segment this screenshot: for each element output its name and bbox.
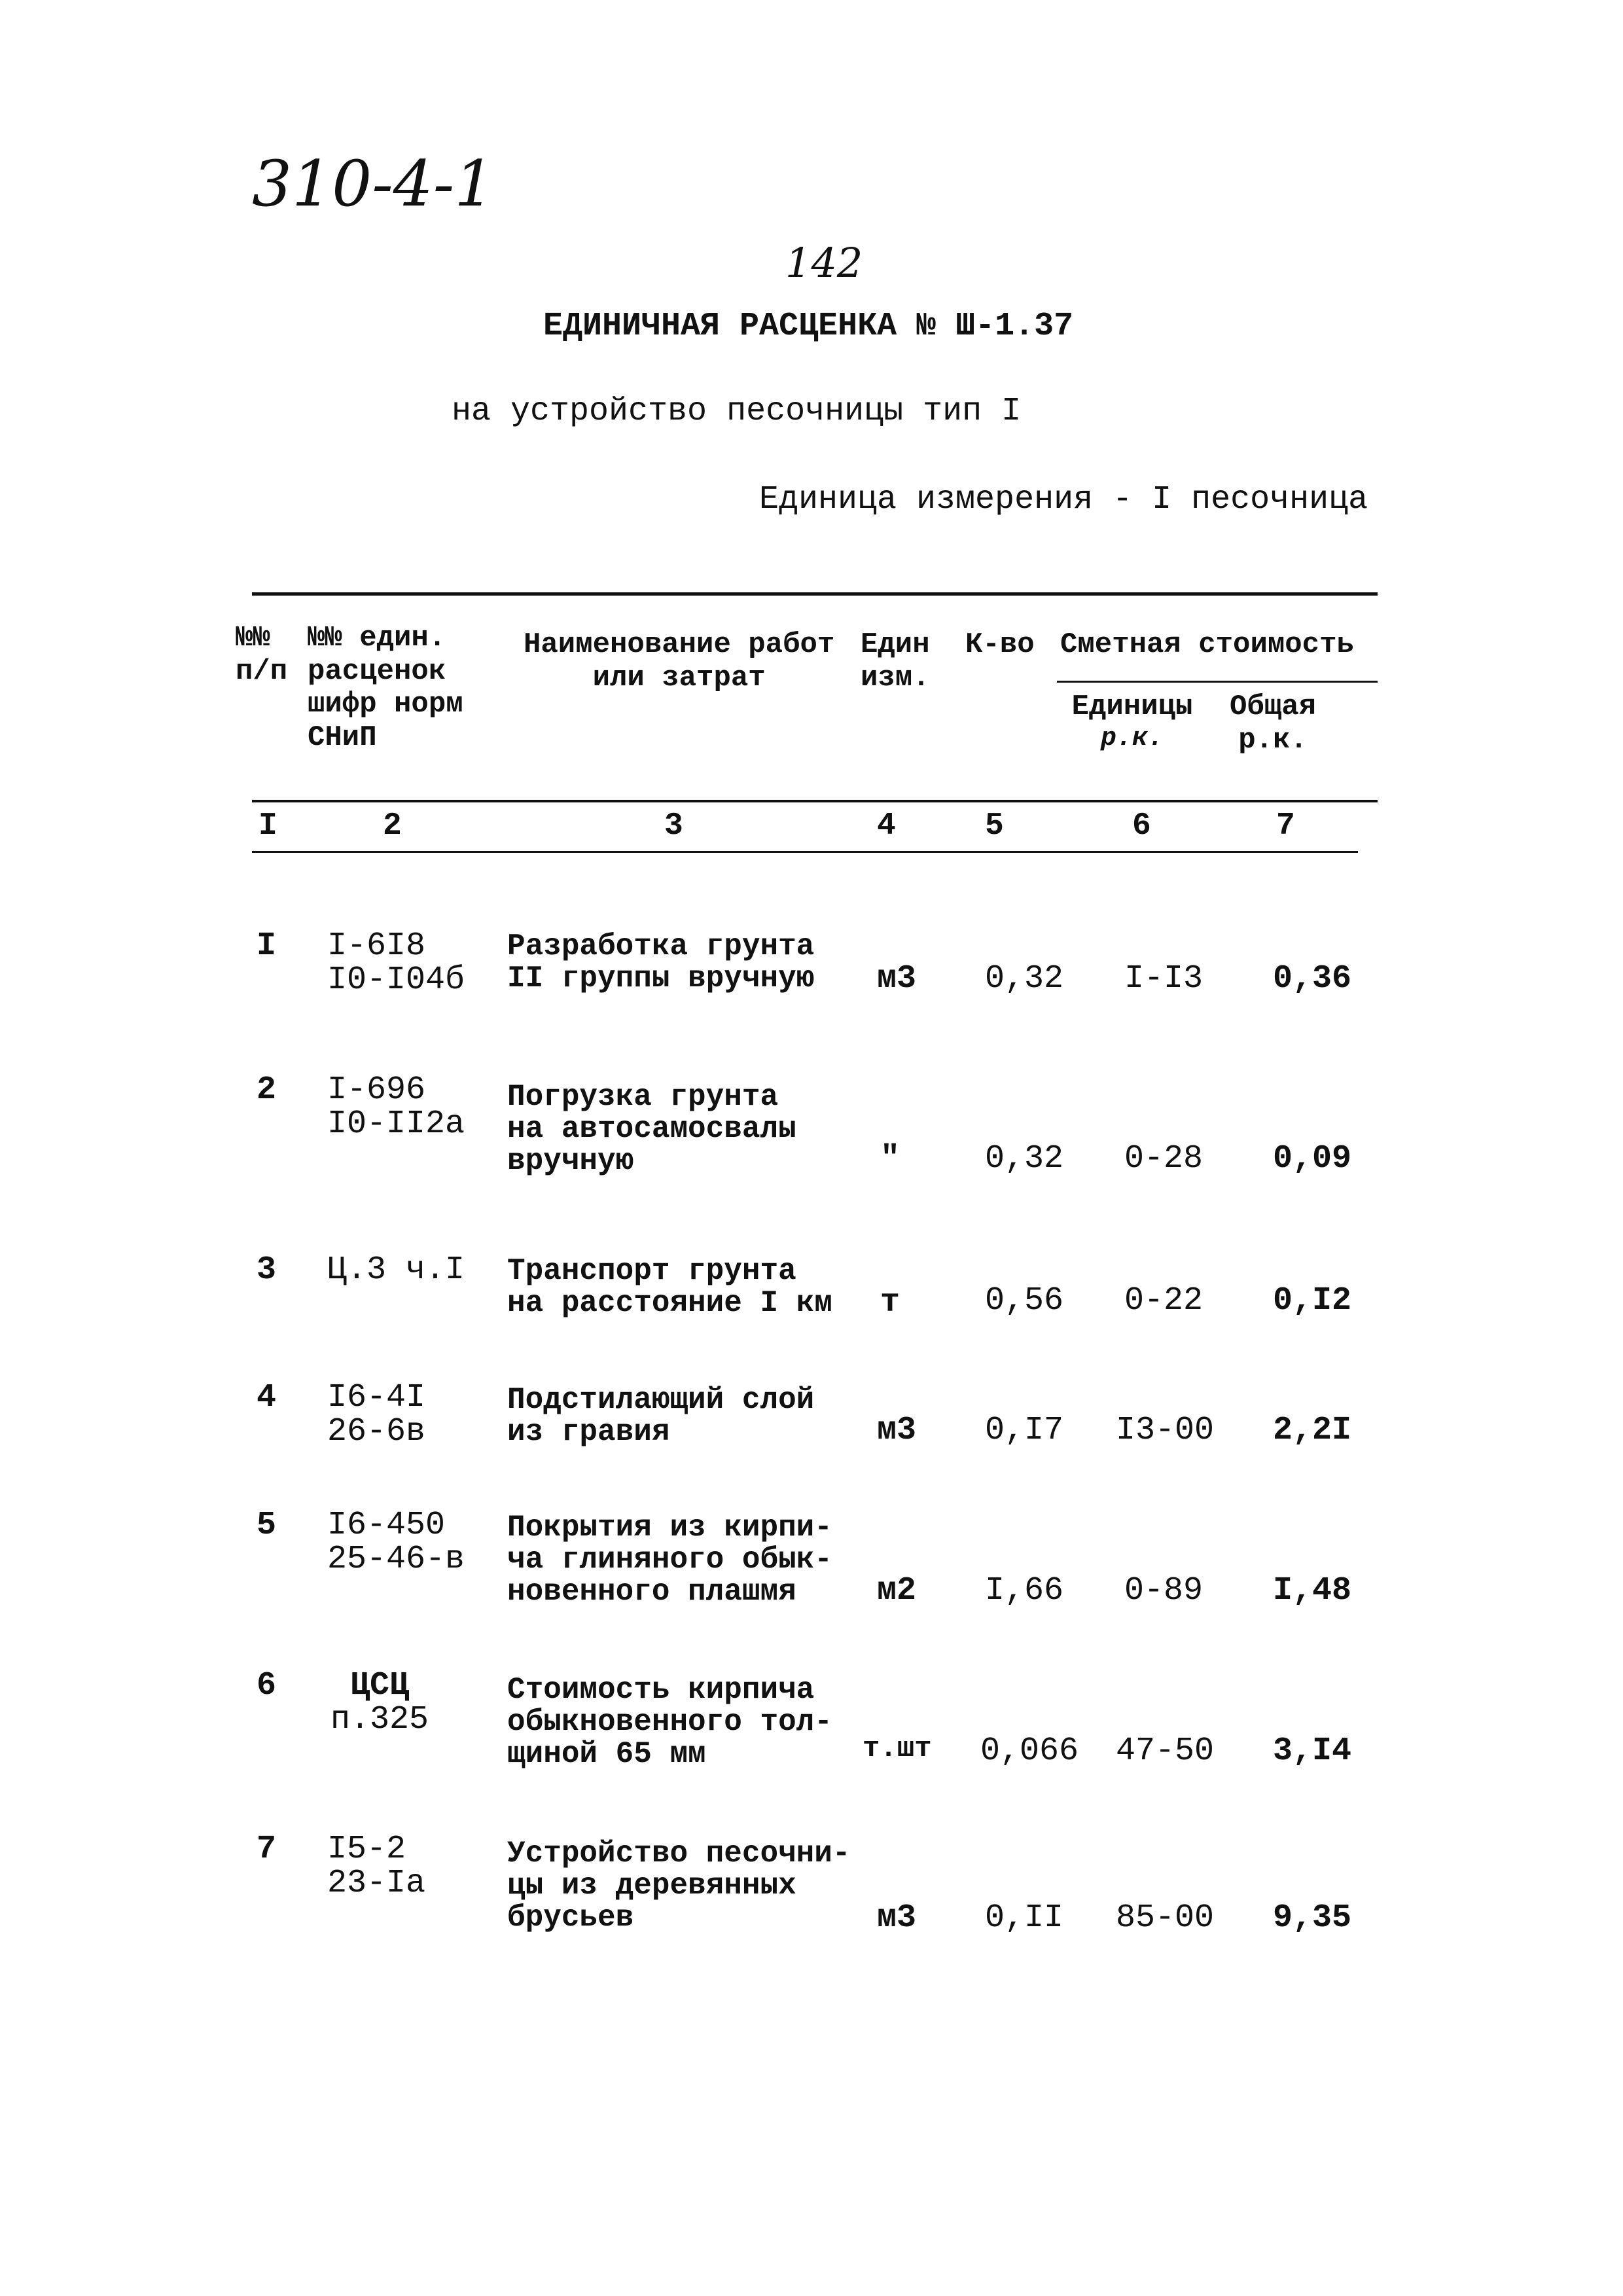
header-bottom-rule bbox=[252, 800, 1378, 802]
unit-cost: 0-28 bbox=[1124, 1140, 1204, 1177]
work-name-line1: Транспорт грунта bbox=[507, 1254, 796, 1288]
rate-code-line1: I-696 bbox=[327, 1071, 426, 1109]
rate-code-line2: п.325 bbox=[330, 1701, 429, 1738]
total-cost: 0,I2 bbox=[1273, 1282, 1352, 1319]
work-name-line2: из гравия bbox=[507, 1414, 670, 1449]
header-col2-line1: №№ един. bbox=[308, 622, 446, 655]
quantity: I,66 bbox=[985, 1572, 1064, 1609]
work-name-line1: Погрузка грунта bbox=[507, 1080, 779, 1114]
work-name-line3: брусьев bbox=[507, 1900, 634, 1935]
header-col1-line1: №№ bbox=[236, 622, 270, 655]
header-total-cost bbox=[1224, 691, 1322, 757]
unit: м3 bbox=[877, 1412, 917, 1449]
quantity: 0,56 bbox=[985, 1282, 1064, 1319]
header-col2-line4: СНиП bbox=[308, 721, 377, 754]
column-number-2: 2 bbox=[383, 808, 402, 844]
rate-code bbox=[327, 1253, 465, 1287]
rate-code-line2: I0-II2а bbox=[327, 1105, 465, 1143]
rate-code-line2: I0-I04б bbox=[327, 961, 465, 999]
work-name-line3: вручную bbox=[507, 1143, 634, 1178]
column-numbers-rule bbox=[252, 851, 1358, 853]
unit: т bbox=[880, 1284, 901, 1321]
work-name bbox=[507, 1384, 814, 1448]
total-cost: I,48 bbox=[1273, 1572, 1352, 1609]
header-cost-group: Сметная стоимость bbox=[1060, 628, 1354, 661]
unit-cost: I3-00 bbox=[1116, 1412, 1215, 1449]
row-number: I bbox=[257, 927, 277, 965]
unit-of-measure-line: Единица измерения - I песочница bbox=[759, 481, 1368, 518]
header-col1-line2: п/п bbox=[236, 655, 288, 688]
unit: " bbox=[880, 1140, 901, 1177]
work-name-line3: новенного плашмя bbox=[507, 1574, 796, 1609]
header-col3-line1: Наименование работ bbox=[524, 628, 835, 661]
document-code: 310-4-1 bbox=[252, 147, 495, 221]
rate-code-line2: 25-46-в bbox=[327, 1541, 465, 1578]
rate-code-line1: I6-4I bbox=[327, 1379, 426, 1416]
work-name-line1: Подстилающий слой bbox=[507, 1383, 815, 1417]
rate-code-line2: 23-Iа bbox=[327, 1865, 426, 1902]
unit: м3 bbox=[877, 960, 917, 997]
work-name-line1: Разработка грунта bbox=[507, 929, 815, 963]
work-name-line1: Покрытия из кирпи- bbox=[507, 1511, 832, 1545]
work-name-line2: на автосамосвалы bbox=[507, 1111, 796, 1146]
quantity: 0,32 bbox=[985, 1140, 1064, 1177]
header-unit-cost-line1: Единицы bbox=[1071, 691, 1193, 723]
document-title: ЕДИНИЧНАЯ РАСЦЕНКА № Ш-1.37 bbox=[543, 308, 1074, 345]
work-name bbox=[507, 1838, 851, 1933]
work-name-line2: обыкновенного тол- bbox=[507, 1704, 832, 1739]
rate-code-line1: Ц.3 ч.I bbox=[327, 1251, 465, 1289]
work-name bbox=[507, 931, 814, 995]
total-cost: 9,35 bbox=[1273, 1899, 1352, 1937]
column-number-1: I bbox=[259, 808, 277, 844]
header-col1 bbox=[236, 622, 287, 688]
unit-cost: 0-89 bbox=[1124, 1572, 1204, 1609]
rate-code-line1: ЦСЦ bbox=[350, 1667, 410, 1704]
header-unit-cost-line2: р.к. bbox=[1100, 723, 1164, 753]
document-subtitle: на устройство песочницы тип I bbox=[452, 393, 1022, 430]
row-number: 6 bbox=[257, 1667, 277, 1704]
header-unit-cost bbox=[1057, 691, 1207, 754]
rate-code bbox=[327, 1073, 465, 1141]
row-number: 3 bbox=[257, 1251, 277, 1289]
header-col2-line3: шифр норм bbox=[308, 688, 463, 721]
work-name-line1: Устройство песочни- bbox=[507, 1837, 851, 1871]
header-col4 bbox=[861, 628, 930, 694]
header-total-cost-line2: р.к. bbox=[1238, 723, 1308, 757]
work-name bbox=[507, 1081, 796, 1177]
total-cost: 3,I4 bbox=[1273, 1732, 1352, 1770]
column-number-7: 7 bbox=[1276, 808, 1295, 844]
row-number: 5 bbox=[257, 1507, 277, 1544]
cost-group-rule bbox=[1057, 681, 1378, 683]
rate-code-line2: 26-6в bbox=[327, 1413, 426, 1450]
rate-code bbox=[327, 1833, 425, 1901]
header-col3 bbox=[524, 628, 834, 694]
quantity: 0,32 bbox=[985, 960, 1064, 997]
header-col3-line2: или затрат bbox=[592, 661, 766, 694]
rate-code-line1: I6-450 bbox=[327, 1507, 446, 1544]
work-name bbox=[507, 1674, 832, 1770]
header-col5: К-во bbox=[965, 628, 1035, 661]
rate-code-line1: I-6I8 bbox=[327, 927, 426, 965]
quantity: 0,066 bbox=[980, 1732, 1079, 1770]
column-number-4: 4 bbox=[877, 808, 896, 844]
unit-cost: I-I3 bbox=[1124, 960, 1204, 997]
work-name-line1: Стоимость кирпича bbox=[507, 1673, 815, 1707]
work-name-line3: щиной 65 мм bbox=[507, 1736, 706, 1771]
row-number: 4 bbox=[257, 1379, 277, 1416]
work-name-line2: на расстояние I км bbox=[507, 1285, 832, 1320]
header-col2 bbox=[308, 622, 463, 754]
header-col4-line1: Един bbox=[861, 628, 930, 661]
work-name bbox=[507, 1255, 832, 1319]
work-name-line2: ча глиняного обык- bbox=[507, 1542, 832, 1577]
unit-cost: 0-22 bbox=[1124, 1282, 1204, 1319]
rate-code bbox=[327, 1381, 425, 1449]
header-col2-line2: расценок bbox=[308, 655, 446, 688]
work-name-line2: II группы вручную bbox=[507, 961, 815, 996]
total-cost: 0,09 bbox=[1273, 1140, 1352, 1177]
rate-code-line1: I5-2 bbox=[327, 1831, 406, 1868]
rate-code bbox=[327, 929, 465, 997]
work-name-line2: цы из деревянных bbox=[507, 1868, 796, 1903]
quantity: 0,I7 bbox=[985, 1412, 1064, 1449]
table-top-rule bbox=[252, 592, 1378, 596]
unit-cost: 47-50 bbox=[1116, 1732, 1215, 1770]
column-number-3: 3 bbox=[664, 808, 683, 844]
total-cost: 2,2I bbox=[1273, 1412, 1352, 1449]
unit: т.шт bbox=[863, 1732, 932, 1765]
quantity: 0,II bbox=[985, 1899, 1064, 1937]
total-cost: 0,36 bbox=[1273, 960, 1352, 997]
row-number: 7 bbox=[257, 1831, 277, 1868]
unit: м2 bbox=[877, 1572, 917, 1609]
header-total-cost-line1: Общая bbox=[1229, 691, 1317, 723]
row-number: 2 bbox=[257, 1071, 277, 1109]
rate-code bbox=[330, 1669, 429, 1737]
page-number: 142 bbox=[785, 239, 863, 287]
rate-code bbox=[327, 1509, 465, 1577]
work-name bbox=[507, 1512, 832, 1607]
column-number-5: 5 bbox=[985, 808, 1004, 844]
column-number-6: 6 bbox=[1132, 808, 1151, 844]
unit-cost: 85-00 bbox=[1116, 1899, 1215, 1937]
unit: м3 bbox=[877, 1899, 917, 1937]
header-col4-line2: изм. bbox=[861, 661, 930, 694]
